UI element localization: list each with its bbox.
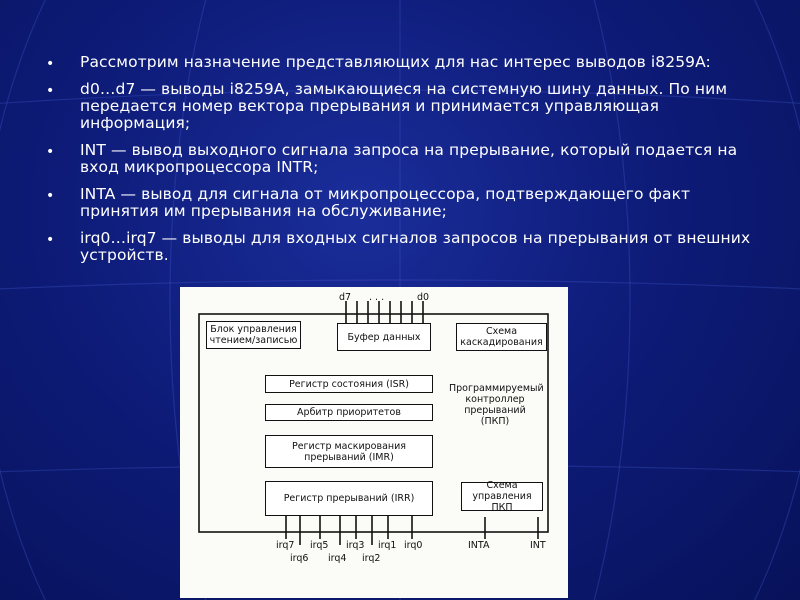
pin-label-irq3: irq3 [346,540,365,551]
bullet-text: INT — вывод выходного сигнала запроса на прерывание, который подается на вход микропроцессора INTR; [80,141,738,176]
bullet-item [46,142,766,176]
priority-arbiter: Арбитр приоритетов [265,404,433,421]
pin-label-irq5: irq5 [310,540,329,551]
pic-title-label: Программируемый контроллер прерываний (ПКП) [449,383,544,427]
pin-label-d0: d0 [417,292,430,303]
pin-label-int: INT [530,540,546,551]
data-buffer-block: Буфер данных [337,323,431,351]
bullet-text: d0…d7 — выводы i8259A, замыкающиеся на системную шину данных. По ним передается номер вектора прерывания и принимается управляющая информация; [80,80,728,132]
bullet-text: INTA — вывод для сигнала от микропроцессора, подтверждающего факт принятия им прерывания на обслуживание; [80,185,691,220]
cascade-block: Схема каскадирования [456,323,547,351]
pin-label-irq7: irq7 [276,540,295,551]
irr-register: Регистр прерываний (IRR) [265,481,433,516]
pin-label-irq1: irq1 [378,540,397,551]
bullet-icon: • [46,144,55,160]
pin-label-d7: d7 [339,292,352,303]
pin-label-irq2: irq2 [362,553,381,564]
bullet-text: irq0…irq7 — выводы для входных сигналов запросов на прерывания от внешних устройств. [80,229,751,264]
bullet-icon: • [46,188,55,204]
pin-label-irq0: irq0 [404,540,423,551]
pic-control-block: Схема управления ПКП [461,482,543,511]
bullet-item [46,230,766,264]
pic-8259-diagram [180,287,568,598]
bullet-item [46,54,766,71]
bullet-icon: • [46,83,55,99]
bullet-list [46,54,766,274]
bullet-text: Рассмотрим назначение представляющих для нас интерес выводов i8259A: [80,53,711,71]
pin-label-inta: INTA [468,540,490,551]
pin-label-irq4: irq4 [328,553,347,564]
pin-label-irq6: irq6 [290,553,309,564]
imr-register: Регистр маскирования прерываний (IMR) [265,435,433,468]
bullet-item [46,81,766,132]
bullet-icon: • [46,56,55,72]
pin-label-dots: . . . [369,292,385,303]
isr-register: Регистр состояния (ISR) [265,375,433,393]
bullet-item [46,186,766,220]
rw-control-block: Блок управления чтением/записью [206,321,301,349]
bullet-icon: • [46,232,55,248]
